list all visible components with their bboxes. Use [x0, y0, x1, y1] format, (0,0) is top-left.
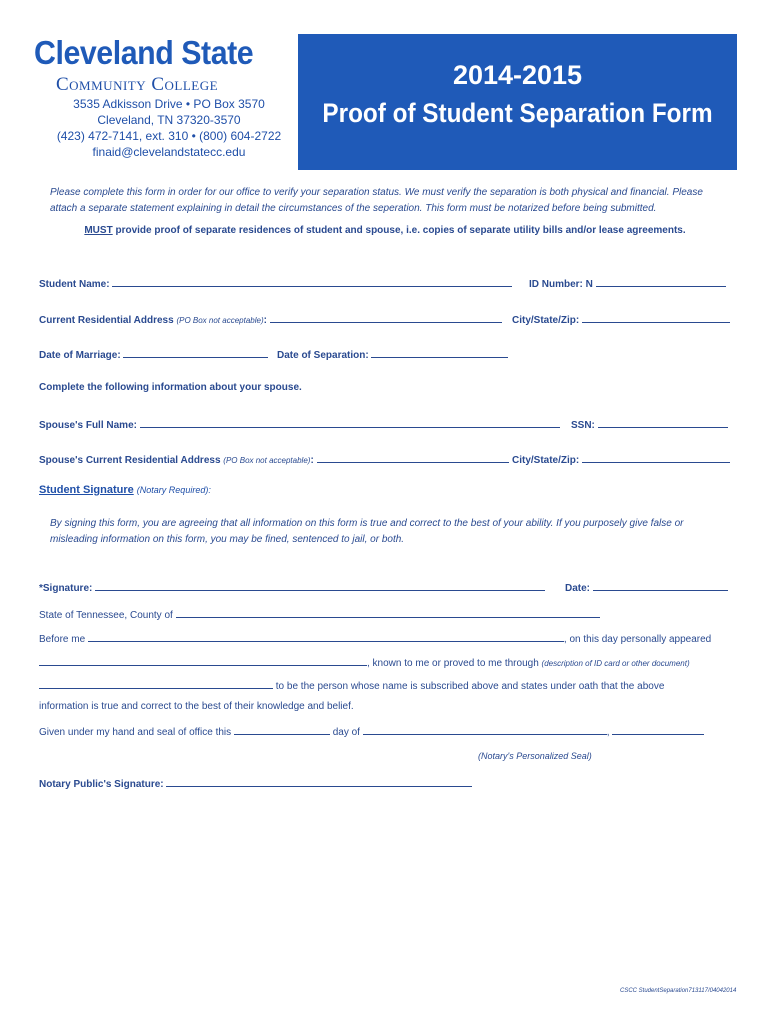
address-line-2: Cleveland, TN 37320-3570	[97, 113, 241, 127]
form-year: 2014-2015	[452, 60, 583, 90]
spouse-po-box-note: (PO Box not acceptable)	[223, 456, 311, 465]
appeared-text: , on this day personally appeared	[563, 634, 712, 645]
signature-label: *Signature:	[39, 583, 93, 594]
before-me-row	[39, 631, 711, 645]
state-county-row	[39, 607, 600, 621]
signature-row	[39, 580, 545, 594]
po-box-note: (PO Box not acceptable)	[176, 316, 264, 325]
notary-signature-row	[39, 776, 472, 790]
current-address-row: Current Residential Address (PO Box not acceptable):	[39, 312, 502, 326]
ssn-row	[571, 417, 728, 431]
spouse-name-row	[39, 417, 560, 431]
id-number-input[interactable]	[596, 276, 726, 287]
given-year-input[interactable]	[612, 724, 704, 735]
ssn-input[interactable]	[598, 417, 728, 428]
appeared-name-input[interactable]	[39, 655, 367, 666]
form-title: Proof of Student Separation Form	[322, 98, 713, 128]
form-code-footer: CSCC StudentSeparation713117/04042014	[620, 988, 737, 994]
student-name-row	[39, 276, 512, 290]
date-marriage-input[interactable]	[123, 347, 268, 358]
student-signature-heading	[39, 484, 211, 496]
date-input[interactable]	[593, 580, 728, 591]
county-input[interactable]	[176, 607, 600, 618]
must-emphasis: MUST	[84, 225, 113, 236]
signature-heading-text: Student Signature	[39, 484, 134, 496]
address-email: finaid@clevelandstatecc.edu	[92, 145, 246, 159]
address-line-3: (423) 472-7141, ext. 310 • (800) 604-2722	[56, 129, 282, 143]
notary-signature-label: Notary Public's Signature:	[39, 779, 164, 790]
address-line-1: 3535 Adkisson Drive • PO Box 3570	[73, 97, 265, 111]
signature-disclaimer: By signing this form, you are agreeing that all information on this form is true and correct to the best of your ability. If you purposely give false or misleading information on this form, you may be fined, sentenced to jail, or both.	[50, 518, 684, 545]
current-address-input[interactable]	[270, 312, 502, 323]
spouse-city-input[interactable]	[582, 452, 730, 463]
date-separation-row	[277, 347, 508, 361]
true-statement: information is true and correct to the best of their knowledge and belief.	[39, 701, 354, 712]
must-text: provide proof of separate residences of student and spouse, i.e. copies of separate utility bills and/or lease agreements.	[112, 225, 686, 236]
day-of-text: day of	[332, 727, 360, 738]
must-notice	[40, 225, 730, 236]
spouse-address-row: Spouse's Current Residential Address (PO Box not acceptable):	[39, 452, 509, 466]
date-separation-input[interactable]	[371, 347, 508, 358]
spouse-city-row	[512, 452, 730, 466]
date-marriage-row	[39, 347, 268, 361]
state-county-label: State of Tennessee, County of	[39, 610, 173, 621]
signature-input[interactable]	[95, 580, 545, 591]
given-month-input[interactable]	[363, 724, 607, 735]
spouse-city-label: City/State/Zip:	[512, 455, 580, 466]
city-state-zip-input[interactable]	[582, 312, 730, 323]
id-number-row	[529, 276, 726, 290]
person-text: to be the person whose name is subscribed above and states under oath that the above	[275, 681, 665, 692]
current-address-label: Current Residential Address	[39, 315, 174, 326]
college-logo-subtitle: Community College	[56, 74, 219, 95]
spouse-name-label: Spouse's Full Name:	[39, 420, 137, 431]
id-document-input[interactable]	[39, 678, 273, 689]
given-day-input[interactable]	[234, 724, 330, 735]
city-state-zip-label: City/State/Zip:	[512, 315, 580, 326]
id-description-note: (description of ID card or other document)	[541, 659, 690, 668]
spouse-address-label: Spouse's Current Residential Address	[39, 455, 221, 466]
given-text: Given under my hand and seal of office this	[39, 727, 232, 738]
person-row	[39, 678, 664, 692]
date-row	[565, 580, 728, 594]
college-logo-title: Cleveland State	[34, 34, 254, 71]
notary-seal-note: (Notary's Personalized Seal)	[478, 751, 592, 761]
before-me-input[interactable]	[88, 631, 564, 642]
known-row	[39, 655, 690, 669]
student-name-input[interactable]	[112, 276, 512, 287]
spouse-name-input[interactable]	[140, 417, 560, 428]
notary-required-note: (Notary Required):	[136, 485, 211, 495]
given-row: Given under my hand and seal of office this day of ,	[39, 724, 704, 738]
spouse-info-heading: Complete the following information about your spouse.	[39, 382, 302, 393]
date-marriage-label: Date of Marriage:	[39, 350, 121, 361]
intro-instructions: Please complete this form in order for our office to verify your separation status. We must verify the separation is both physical and financial. Please attach a separate statement explaining in detail the circumstances of the seperation. This form must be notarized before being submitted.	[50, 187, 703, 214]
ssn-label: SSN:	[571, 420, 595, 431]
id-number-label: ID Number: N	[529, 279, 593, 290]
before-me-label: Before me	[39, 634, 86, 645]
spouse-address-input[interactable]	[317, 452, 509, 463]
city-state-zip-row	[512, 312, 730, 326]
student-name-label: Student Name:	[39, 279, 110, 290]
notary-signature-input[interactable]	[166, 776, 472, 787]
date-separation-label: Date of Separation:	[277, 350, 369, 361]
known-text: , known to me or proved to me through	[367, 658, 539, 669]
date-label: Date:	[565, 583, 591, 594]
